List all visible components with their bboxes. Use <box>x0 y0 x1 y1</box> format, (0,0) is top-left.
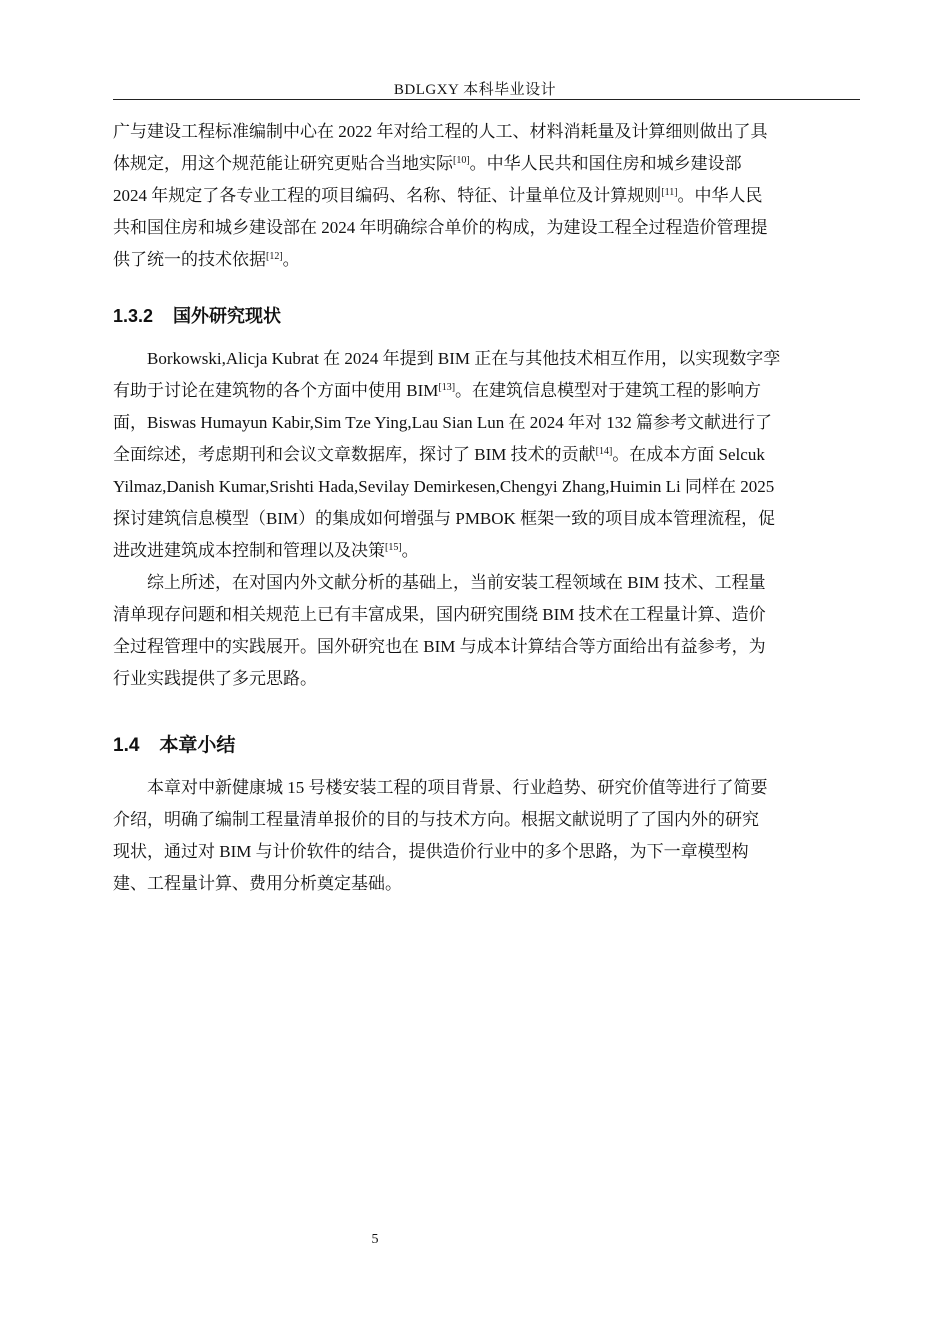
citation-ref: [10] <box>453 155 470 166</box>
text-line <box>113 148 863 180</box>
paragraph-domestic-research-cont <box>113 116 863 276</box>
section-title: 国外研究现状 <box>173 306 282 327</box>
text-line: 本章对中新健康城 15 号楼安装工程的项目背景、行业趋势、研究价值等进行了简要 <box>147 778 768 797</box>
text-span: 全面综述，考虑期刊和会议文章数据库，探讨了 BIM 技术的贡献 <box>113 445 596 464</box>
text-span: 有助于讨论在建筑物的各个方面中使用 BIM <box>113 381 439 400</box>
page-body <box>113 116 863 900</box>
text-span: 体规定，用这个规范能让研究更贴合当地实际 <box>113 154 453 173</box>
text-line <box>113 244 863 276</box>
text-line: 全过程管理中的实践展开。国外研究也在 BIM 与成本计算结合等方面给出有益参考，为 <box>113 637 766 656</box>
section-title: 本章小结 <box>159 734 236 756</box>
text-line: 行业实践提供了多元思路。 <box>113 669 317 688</box>
text-line: 清单现存问题和相关规范上已有丰富成果，国内研究围绕 BIM 技术在工程量计算、造价 <box>113 605 766 624</box>
section-heading-1-4 <box>113 729 863 762</box>
text-span: 。 <box>401 541 419 560</box>
text-line <box>113 375 863 407</box>
text-line: 面，Biswas Humayun Kabir,Sim Tze Ying,Lau Sian Lun 在 2024 年对 132 篇参考文献进行了 <box>113 413 772 432</box>
header-rule <box>113 99 860 100</box>
section-heading-1-3-2 <box>113 300 863 333</box>
text-line: Yilmaz,Danish Kumar,Srishti Hada,Sevilay Demirkesen,Chengyi Zhang,Huimin Li 同样在 2025 <box>113 477 775 496</box>
text-span: 。在成本方面 Selcuk <box>612 445 765 464</box>
citation-ref: [12] <box>266 251 283 262</box>
text-span: 进改进建筑成本控制和管理以及决策 <box>113 541 385 560</box>
page-number: 5 <box>371 1232 379 1247</box>
text-line: 建、工程量计算、费用分析奠定基础。 <box>113 874 402 893</box>
text-line: 介绍，明确了编制工程量清单报价的目的与技术方向。根据文献说明了了国内外的研究 <box>113 810 759 829</box>
paragraph-foreign-research <box>113 343 863 567</box>
section-number: 1.4 <box>113 735 140 756</box>
text-line <box>113 180 863 212</box>
citation-ref: [11] <box>661 187 678 198</box>
text-span: 。在建筑信息模型对于建筑工程的影响方 <box>455 381 762 400</box>
text-line: 广与建设工程标准编制中心在 2022 年对给工程的人工、材料消耗量及计算细则做出了具 <box>113 122 768 141</box>
text-line: Borkowski,Alicja Kubrat 在 2024 年提到 BIM 正在与其他技术相互作用，以实现数字孪 <box>147 349 781 368</box>
text-line: 综上所述，在对国内外文献分析的基础上，当前安装工程领域在 BIM 技术、工程量 <box>147 573 766 592</box>
text-line: 共和国住房和城乡建设部在 2024 年明确综合单价的构成，为建设工程全过程造价管理提 <box>113 218 768 237</box>
text-line <box>113 535 863 567</box>
paragraph-chapter-summary <box>113 772 863 900</box>
text-span: 。 <box>282 250 300 269</box>
text-line <box>113 439 863 471</box>
section-number: 1.3.2 <box>113 306 154 326</box>
text-span: 。中华人民共和国住房和城乡建设部 <box>469 154 742 173</box>
text-span: 2024 年规定了各专业工程的项目编码、名称、特征、计量单位及计算规则 <box>113 186 662 205</box>
citation-ref: [15] <box>385 542 402 553</box>
text-line: 探讨建筑信息模型（BIM）的集成如何增强与 PMBOK 框架一致的项目成本管理流程，促 <box>113 509 776 528</box>
text-span: 。中华人民 <box>677 186 763 205</box>
citation-ref: [13] <box>438 382 456 393</box>
text-span: 供了统一的技术依据 <box>113 250 266 269</box>
paragraph-summary-of-literature <box>113 567 863 695</box>
text-line: 现状，通过对 BIM 与计价软件的结合，提供造价行业中的多个思路，为下一章模型构 <box>113 842 749 861</box>
citation-ref: [14] <box>595 446 613 457</box>
running-header: BDLGXY 本科毕业设计 <box>393 82 557 98</box>
